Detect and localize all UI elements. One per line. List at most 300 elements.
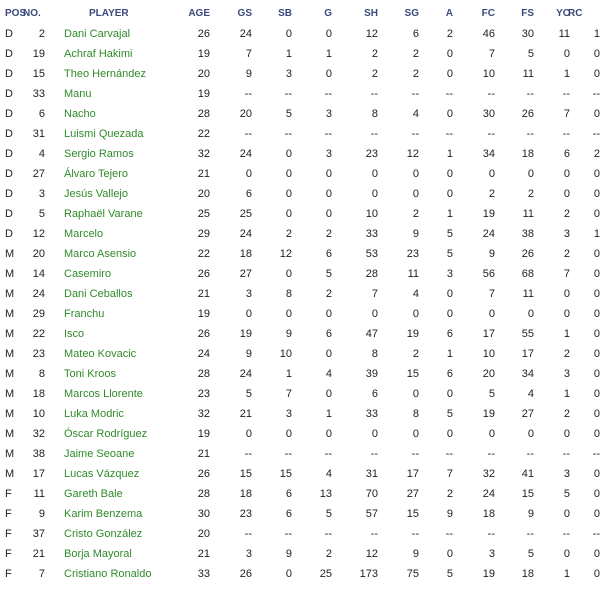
cell-age: 19: [197, 428, 210, 440]
cell-g: 0: [325, 308, 332, 320]
cell-sg: 15: [406, 508, 419, 520]
cell-sh: 2: [371, 68, 378, 80]
cell-fc: 32: [482, 468, 495, 480]
cell-gs: 24: [239, 368, 252, 380]
header-no: NO.: [23, 8, 41, 19]
cell-no: 29: [32, 308, 45, 320]
cell-player: Álvaro Tejero: [64, 168, 128, 180]
cell-yc: --: [562, 448, 570, 460]
cell-rc: 0: [593, 248, 600, 260]
cell-fc: 7: [488, 48, 495, 60]
cell-pos: D: [5, 148, 13, 160]
cell-age: 28: [197, 368, 210, 380]
cell-fs: --: [526, 128, 534, 140]
cell-sb: 3: [285, 68, 292, 80]
cell-gs: 18: [239, 488, 252, 500]
cell-fc: 0: [488, 308, 495, 320]
cell-age: 32: [197, 148, 210, 160]
cell-no: 18: [32, 388, 45, 400]
cell-pos: D: [5, 88, 13, 100]
header-age: AGE: [188, 8, 210, 19]
cell-age: 28: [197, 108, 210, 120]
table-row: [0, 344, 609, 364]
cell-a: 0: [446, 188, 453, 200]
cell-pos: M: [5, 388, 15, 400]
cell-fs: 30: [521, 28, 534, 40]
cell-player: Borja Mayoral: [64, 548, 132, 560]
header-gs: GS: [237, 8, 252, 19]
cell-player: Luismi Quezada: [64, 128, 144, 140]
cell-sb: 6: [285, 488, 292, 500]
cell-sg: 12: [406, 148, 419, 160]
cell-g: 1: [325, 48, 332, 60]
cell-rc: 0: [593, 508, 600, 520]
table-row: [0, 284, 609, 304]
cell-sh: 39: [365, 368, 378, 380]
header-fc: FC: [481, 8, 495, 19]
cell-fs: 26: [521, 248, 534, 260]
cell-sh: 33: [365, 228, 378, 240]
cell-sg: 9: [412, 228, 419, 240]
cell-rc: 0: [593, 368, 600, 380]
cell-fc: 10: [482, 348, 495, 360]
cell-a: 0: [446, 548, 453, 560]
cell-g: 2: [325, 228, 332, 240]
cell-g: 2: [325, 288, 332, 300]
cell-a: 0: [446, 288, 453, 300]
header-yc: YC: [556, 8, 570, 19]
cell-sg: 17: [406, 468, 419, 480]
cell-gs: --: [244, 448, 252, 460]
cell-a: 5: [446, 248, 453, 260]
cell-sb: 1: [285, 48, 292, 60]
cell-sg: 0: [412, 168, 419, 180]
cell-rc: 0: [593, 308, 600, 320]
cell-fc: 18: [482, 508, 495, 520]
cell-gs: 0: [245, 308, 252, 320]
cell-g: --: [324, 88, 332, 100]
cell-gs: 25: [239, 208, 252, 220]
cell-player: Lucas Vázquez: [64, 468, 140, 480]
cell-yc: 6: [563, 148, 570, 160]
cell-pos: F: [5, 488, 12, 500]
cell-sh: 0: [371, 428, 378, 440]
cell-pos: D: [5, 48, 13, 60]
cell-fs: 11: [522, 288, 534, 300]
cell-rc: 0: [593, 48, 600, 60]
cell-yc: 0: [563, 288, 570, 300]
cell-pos: M: [5, 248, 15, 260]
table-row: [0, 224, 609, 244]
cell-sg: 2: [412, 208, 419, 220]
cell-sh: 28: [365, 268, 378, 280]
cell-no: 24: [32, 288, 45, 300]
table-row: [0, 484, 609, 504]
cell-age: 20: [197, 68, 210, 80]
cell-rc: 1: [593, 28, 600, 40]
cell-yc: 7: [563, 108, 570, 120]
cell-player: Marco Asensio: [64, 248, 137, 260]
cell-a: 0: [446, 168, 453, 180]
cell-sb: --: [284, 448, 292, 460]
table-row: [0, 144, 609, 164]
cell-gs: 9: [245, 68, 252, 80]
cell-pos: M: [5, 288, 15, 300]
cell-fc: 34: [482, 148, 495, 160]
cell-age: 33: [197, 568, 210, 580]
table-row: [0, 64, 609, 84]
cell-gs: 5: [245, 388, 252, 400]
cell-fc: --: [487, 128, 495, 140]
cell-a: 1: [446, 148, 453, 160]
cell-yc: 5: [563, 488, 570, 500]
cell-no: 32: [32, 428, 45, 440]
cell-gs: 27: [239, 268, 252, 280]
cell-a: 0: [446, 388, 453, 400]
cell-no: 38: [32, 448, 45, 460]
cell-a: 2: [446, 28, 453, 40]
cell-sg: 4: [412, 288, 419, 300]
cell-rc: 1: [593, 228, 600, 240]
cell-yc: 0: [563, 548, 570, 560]
cell-a: 9: [446, 508, 453, 520]
cell-player: Theo Hernández: [64, 68, 146, 80]
cell-pos: M: [5, 368, 15, 380]
cell-gs: --: [244, 128, 252, 140]
cell-fs: --: [526, 528, 534, 540]
cell-sh: 57: [365, 508, 378, 520]
cell-rc: 0: [593, 168, 600, 180]
cell-fs: 18: [521, 148, 534, 160]
cell-g: 2: [325, 548, 332, 560]
cell-sb: 0: [285, 268, 292, 280]
cell-player: Casemiro: [64, 268, 112, 280]
cell-sg: 6: [412, 28, 419, 40]
cell-fc: 0: [488, 428, 495, 440]
cell-pos: M: [5, 468, 15, 480]
table-body: [0, 24, 609, 584]
cell-age: 21: [197, 168, 210, 180]
cell-sh: 0: [371, 188, 378, 200]
cell-rc: 0: [593, 328, 600, 340]
cell-fc: 46: [482, 28, 495, 40]
cell-pos: D: [5, 168, 13, 180]
cell-sh: 53: [365, 248, 378, 260]
cell-pos: M: [5, 268, 15, 280]
cell-a: 0: [446, 48, 453, 60]
cell-sb: 9: [285, 548, 292, 560]
table-row: [0, 164, 609, 184]
cell-sg: 0: [412, 188, 419, 200]
cell-a: 1: [446, 208, 453, 220]
cell-rc: 0: [593, 568, 600, 580]
cell-gs: 9: [245, 348, 252, 360]
cell-fs: 41: [521, 468, 534, 480]
cell-g: --: [324, 528, 332, 540]
cell-player: Dani Carvajal: [64, 28, 131, 40]
cell-g: 0: [325, 168, 332, 180]
header-sh: SH: [364, 8, 378, 19]
cell-age: 25: [197, 208, 210, 220]
cell-a: --: [445, 528, 453, 540]
cell-age: 23: [197, 388, 210, 400]
cell-sg: --: [411, 128, 419, 140]
cell-sg: --: [411, 448, 419, 460]
cell-sb: 12: [279, 248, 292, 260]
cell-age: 21: [197, 448, 210, 460]
cell-fc: 17: [482, 328, 495, 340]
cell-age: 26: [197, 328, 210, 340]
cell-sb: 2: [285, 228, 292, 240]
cell-rc: 0: [593, 288, 600, 300]
header-pos: POS: [5, 8, 27, 19]
cell-no: 33: [32, 88, 45, 100]
cell-age: 20: [197, 528, 210, 540]
cell-g: 0: [325, 208, 332, 220]
cell-g: --: [324, 448, 332, 460]
cell-fs: 15: [521, 488, 534, 500]
cell-rc: 0: [593, 208, 600, 220]
table-header-row: [0, 4, 609, 24]
cell-sh: --: [370, 448, 378, 460]
cell-g: 1: [325, 408, 332, 420]
cell-yc: 2: [563, 408, 570, 420]
cell-pos: M: [5, 408, 15, 420]
cell-fs: 5: [527, 48, 534, 60]
cell-age: 28: [197, 488, 210, 500]
cell-fs: --: [526, 448, 534, 460]
cell-gs: 6: [245, 188, 252, 200]
cell-no: 15: [32, 68, 45, 80]
cell-pos: F: [5, 528, 12, 540]
cell-yc: 0: [563, 508, 570, 520]
cell-player: Isco: [64, 328, 85, 340]
cell-sb: 0: [285, 308, 292, 320]
cell-fs: 0: [527, 168, 534, 180]
cell-a: 1: [446, 348, 453, 360]
cell-sb: 0: [285, 188, 292, 200]
cell-fs: 11: [522, 68, 534, 80]
cell-fc: 24: [482, 488, 495, 500]
cell-sh: 10: [365, 208, 378, 220]
cell-fc: 19: [482, 208, 495, 220]
cell-player: Marcelo: [64, 228, 104, 240]
table-row: [0, 104, 609, 124]
cell-rc: 0: [593, 188, 600, 200]
cell-no: 20: [32, 248, 45, 260]
cell-sg: 27: [406, 488, 419, 500]
cell-sh: 7: [371, 288, 378, 300]
cell-gs: 19: [239, 328, 252, 340]
cell-player: Karim Benzema: [64, 508, 143, 520]
cell-age: 20: [197, 188, 210, 200]
cell-gs: 21: [239, 408, 252, 420]
cell-age: 32: [197, 408, 210, 420]
cell-fs: 0: [527, 428, 534, 440]
table-row: [0, 44, 609, 64]
cell-fs: 68: [521, 268, 534, 280]
cell-fc: 19: [482, 568, 495, 580]
cell-gs: 3: [245, 288, 252, 300]
cell-fs: --: [526, 88, 534, 100]
cell-age: 29: [197, 228, 210, 240]
table-row: [0, 364, 609, 384]
cell-a: --: [445, 88, 453, 100]
table-row: [0, 524, 609, 544]
table-row: [0, 304, 609, 324]
cell-sg: 0: [412, 388, 419, 400]
cell-sg: 9: [412, 548, 419, 560]
cell-g: --: [324, 128, 332, 140]
cell-pos: D: [5, 108, 13, 120]
table-row: [0, 264, 609, 284]
cell-sb: 10: [279, 348, 292, 360]
cell-pos: D: [5, 128, 13, 140]
cell-pos: D: [5, 68, 13, 80]
cell-player: Sergio Ramos: [64, 148, 134, 160]
cell-no: 6: [38, 108, 45, 120]
cell-sb: 6: [285, 508, 292, 520]
cell-g: 4: [325, 368, 332, 380]
cell-fc: 3: [488, 548, 495, 560]
cell-fc: 19: [482, 408, 495, 420]
cell-rc: 0: [593, 348, 600, 360]
cell-rc: --: [592, 528, 600, 540]
cell-a: --: [445, 448, 453, 460]
cell-fs: 11: [522, 208, 534, 220]
cell-no: 2: [38, 28, 45, 40]
cell-sb: 0: [285, 428, 292, 440]
table-row: [0, 564, 609, 584]
cell-a: 0: [446, 428, 453, 440]
cell-sh: 70: [365, 488, 378, 500]
cell-gs: --: [244, 528, 252, 540]
cell-no: 12: [32, 228, 45, 240]
cell-age: 19: [197, 88, 210, 100]
cell-player: Nacho: [64, 108, 96, 120]
cell-fc: 7: [488, 288, 495, 300]
cell-fs: 4: [527, 388, 534, 400]
cell-no: 10: [32, 408, 45, 420]
table-row: [0, 464, 609, 484]
table-row: [0, 384, 609, 404]
cell-sb: 8: [285, 288, 292, 300]
cell-no: 11: [33, 488, 45, 500]
cell-a: 0: [446, 108, 453, 120]
cell-fc: 24: [482, 228, 495, 240]
cell-fs: 9: [527, 508, 534, 520]
cell-sh: 31: [365, 468, 378, 480]
cell-sg: 4: [412, 108, 419, 120]
cell-fc: 10: [482, 68, 495, 80]
cell-rc: --: [592, 88, 600, 100]
header-rc: RC: [568, 8, 583, 19]
cell-fs: 27: [521, 408, 534, 420]
cell-pos: D: [5, 28, 13, 40]
cell-fs: 0: [527, 308, 534, 320]
cell-age: 19: [197, 48, 210, 60]
cell-fc: 30: [482, 108, 495, 120]
cell-yc: --: [562, 528, 570, 540]
cell-rc: 0: [593, 268, 600, 280]
cell-g: 0: [325, 28, 332, 40]
cell-player: Toni Kroos: [64, 368, 116, 380]
cell-no: 4: [38, 148, 45, 160]
cell-sg: --: [411, 88, 419, 100]
cell-g: 3: [325, 148, 332, 160]
cell-no: 8: [38, 368, 45, 380]
cell-age: 21: [197, 548, 210, 560]
cell-rc: 0: [593, 108, 600, 120]
cell-sh: 0: [371, 168, 378, 180]
cell-yc: 0: [563, 48, 570, 60]
cell-a: 2: [446, 488, 453, 500]
cell-fs: 17: [521, 348, 534, 360]
cell-sb: 3: [285, 408, 292, 420]
cell-gs: 18: [239, 248, 252, 260]
cell-pos: D: [5, 228, 13, 240]
cell-sb: 1: [285, 368, 292, 380]
cell-yc: --: [562, 128, 570, 140]
cell-a: 7: [446, 468, 453, 480]
header-sb: SB: [278, 8, 292, 19]
cell-sh: --: [370, 128, 378, 140]
cell-sh: --: [370, 528, 378, 540]
cell-sh: 33: [365, 408, 378, 420]
cell-gs: --: [244, 88, 252, 100]
cell-no: 21: [32, 548, 45, 560]
cell-pos: M: [5, 328, 15, 340]
cell-sh: 8: [371, 108, 378, 120]
cell-yc: 11: [558, 28, 570, 40]
cell-no: 3: [38, 188, 45, 200]
cell-a: 5: [446, 568, 453, 580]
cell-fc: --: [487, 528, 495, 540]
cell-gs: 24: [239, 228, 252, 240]
header-player: PLAYER: [89, 8, 129, 19]
cell-player: Manu: [64, 88, 92, 100]
cell-yc: 3: [563, 368, 570, 380]
cell-a: 0: [446, 308, 453, 320]
cell-g: 6: [325, 328, 332, 340]
header-fs: FS: [521, 8, 534, 19]
cell-sh: 2: [371, 48, 378, 60]
cell-no: 22: [32, 328, 45, 340]
cell-yc: 2: [563, 348, 570, 360]
cell-sh: 173: [359, 568, 378, 580]
cell-a: --: [445, 128, 453, 140]
cell-sb: 15: [279, 468, 292, 480]
cell-sb: 7: [285, 388, 292, 400]
cell-no: 9: [38, 508, 45, 520]
cell-pos: M: [5, 448, 15, 460]
cell-sb: 0: [285, 148, 292, 160]
cell-fc: 20: [482, 368, 495, 380]
cell-sh: 12: [365, 548, 378, 560]
cell-yc: 3: [563, 468, 570, 480]
cell-pos: M: [5, 308, 15, 320]
cell-sg: 2: [412, 48, 419, 60]
table-row: [0, 184, 609, 204]
cell-player: Luka Modric: [64, 408, 124, 420]
table-row: [0, 424, 609, 444]
cell-age: 26: [197, 468, 210, 480]
cell-sb: --: [284, 128, 292, 140]
cell-pos: F: [5, 568, 12, 580]
cell-sg: 23: [406, 248, 419, 260]
cell-rc: 0: [593, 428, 600, 440]
cell-fs: 55: [521, 328, 534, 340]
